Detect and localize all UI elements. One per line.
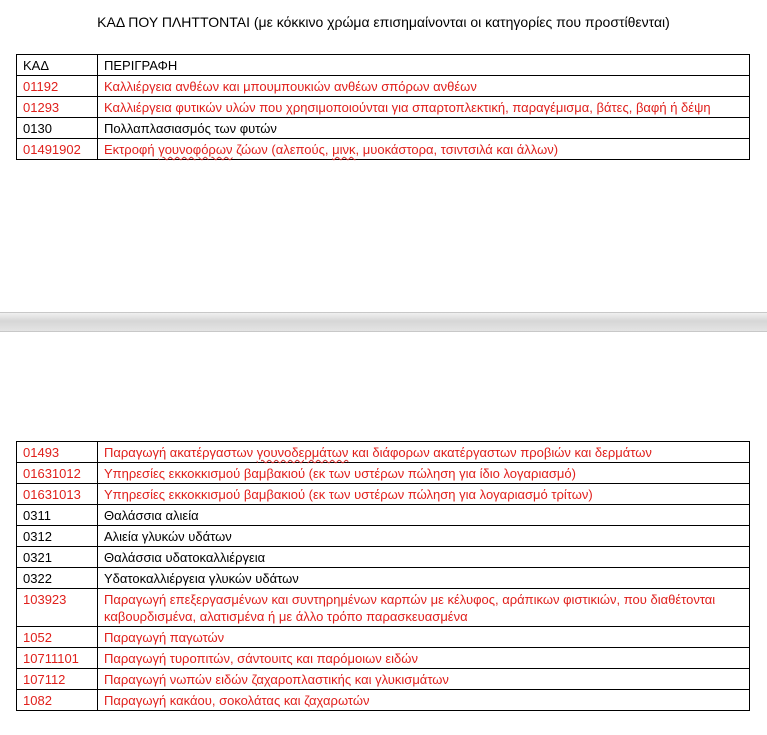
kad-description <box>98 526 750 547</box>
description-text: Υπηρεσίες εκκοκκισμού βαμβακιού (εκ των υστέρων πώληση για λογαριασμό τρίτων) <box>104 487 593 502</box>
description-text: Θαλάσσια αλιεία <box>104 508 199 523</box>
table-row <box>17 589 750 627</box>
table-row <box>17 648 750 669</box>
table-row <box>17 690 750 711</box>
kad-code: 0321 <box>17 547 98 568</box>
kad-code: 01493 <box>17 442 98 463</box>
kad-table-2 <box>16 441 750 711</box>
kad-code: 01192 <box>17 76 98 97</box>
description-text: Αλιεία γλυκών υδάτων <box>104 529 232 544</box>
kad-code: 1052 <box>17 627 98 648</box>
header-description: ΠΕΡΙΓΡΑΦΗ <box>98 55 750 76</box>
description-text: Παραγωγή ακατέργαστων <box>104 445 257 460</box>
kad-description <box>98 463 750 484</box>
table-row <box>17 568 750 589</box>
kad-description <box>98 484 750 505</box>
table-row <box>17 76 750 97</box>
description-text: Πολλαπλασιασμός των φυτών <box>104 121 277 136</box>
table-row <box>17 118 750 139</box>
description-text: Παραγωγή κακάου, σοκολάτας και ζαχαρωτών <box>104 693 370 708</box>
kad-description <box>98 648 750 669</box>
description-text: ζώων (αλεπούς, <box>232 142 333 157</box>
description-text: Υδατοκαλλιέργεια γλυκών υδάτων <box>104 571 299 586</box>
document-title: ΚΑΔ ΠΟΥ ΠΛΗΤΤΟΝΤΑΙ (με κόκκινο χρώμα επισημαίνονται οι κατηγορίες που προστίθενται) <box>97 14 670 30</box>
kad-description <box>98 118 750 139</box>
description-text: Καλλιέργεια φυτικών υλών που χρησιμοποιούνται για σπαρτοπλεκτική, παραγέμισμα, βάτες, βαφή ή δέψη <box>104 100 711 115</box>
table-row <box>17 484 750 505</box>
table-row <box>17 505 750 526</box>
description-text: και διάφορων ακατέργαστων προβιών και δερμάτων <box>348 445 652 460</box>
table-row <box>17 526 750 547</box>
kad-description <box>98 627 750 648</box>
kad-description <box>98 690 750 711</box>
kad-code: 0311 <box>17 505 98 526</box>
description-text: Εκτροφή <box>104 142 159 157</box>
kad-description <box>98 139 750 160</box>
table-row <box>17 442 750 463</box>
description-text: Καλλιέργεια ανθέων και μπουμπουκιών ανθέων σπόρων ανθέων <box>104 79 477 94</box>
kad-code: 0130 <box>17 118 98 139</box>
description-text: Υπηρεσίες εκκοκκισμού βαμβακιού (εκ των υστέρων πώληση για ίδιο λογαριασμό) <box>104 466 576 481</box>
spellcheck-word: μινκ <box>332 142 356 157</box>
description-text: , μυοκάστορα, τσιντσιλά και άλλων) <box>355 142 559 157</box>
kad-code: 10711101 <box>17 648 98 669</box>
spellcheck-word: γουνοφόρων <box>158 142 233 157</box>
kad-code: 01631013 <box>17 484 98 505</box>
description-text: Θαλάσσια υδατοκαλλιέργεια <box>104 550 266 565</box>
description-text: Παραγωγή νωπών ειδών ζαχαροπλαστικής και γλυκισμάτων <box>104 672 449 687</box>
document-page-1 <box>0 0 767 312</box>
description-text: Παραγωγή παγωτών <box>104 630 225 645</box>
kad-code: 01293 <box>17 97 98 118</box>
kad-code: 01491902 <box>17 139 98 160</box>
kad-code: 0312 <box>17 526 98 547</box>
kad-code: 0322 <box>17 568 98 589</box>
kad-code: 107112 <box>17 669 98 690</box>
page-break-divider <box>0 312 767 332</box>
spellcheck-word: γουνοδερμάτων <box>256 445 349 460</box>
kad-code: 01631012 <box>17 463 98 484</box>
kad-table-1 <box>16 54 750 160</box>
table-row <box>17 547 750 568</box>
kad-description <box>98 568 750 589</box>
kad-description <box>98 505 750 526</box>
kad-code: 103923 <box>17 589 98 627</box>
kad-description <box>98 97 750 118</box>
kad-description <box>98 547 750 568</box>
table-row <box>17 97 750 118</box>
kad-description <box>98 76 750 97</box>
table-row <box>17 139 750 160</box>
table-row <box>17 669 750 690</box>
kad-code: 1082 <box>17 690 98 711</box>
kad-description <box>98 669 750 690</box>
kad-description <box>98 442 750 463</box>
document-page-2 <box>0 332 767 735</box>
table-header-row <box>17 55 750 76</box>
kad-description <box>98 589 750 627</box>
table-row <box>17 627 750 648</box>
description-text: Παραγωγή τυροπιτών, σάντουιτς και παρόμοιων ειδών <box>104 651 418 666</box>
description-text: Παραγωγή επεξεργασμένων και συντηρημένων καρπών με κέλυφος, αράπικων φιστικιών, που διαθέτονται καβουρδισμένα, αλατισμένα ή με άλλο τρόπο παρασκευασμένα <box>104 592 716 624</box>
header-code: ΚΑΔ <box>17 55 98 76</box>
table-row <box>17 463 750 484</box>
